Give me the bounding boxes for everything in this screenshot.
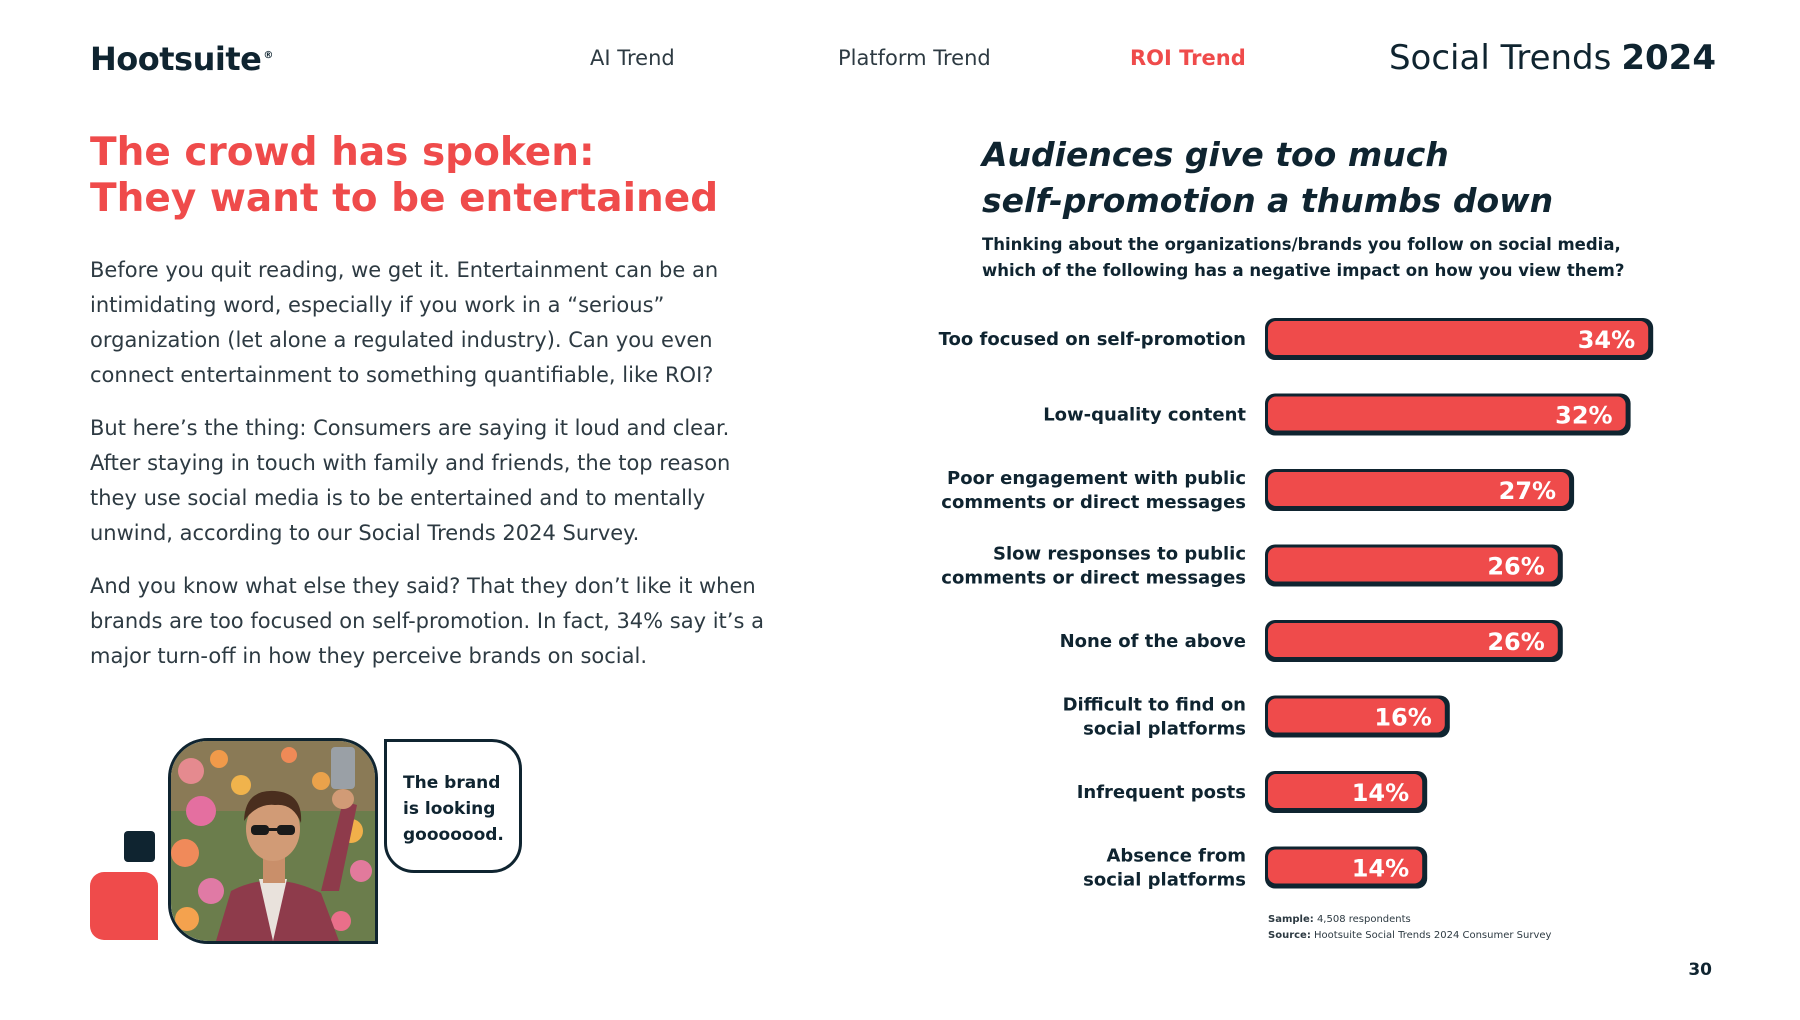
registered-mark: ® [263, 50, 273, 62]
body-paragraph-1: Before you quit reading, we get it. Entertainment can be an intimidating word, especially if you work in a “serious” organization (let alone a regulated industry). Can you even connect entertainment to something quantifiable, like ROI? [90, 258, 719, 387]
report-title-text: Social Trends [1388, 38, 1612, 78]
body-paragraph-2: But here’s the thing: Consumers are saying it loud and clear. After staying in touch with family and friends, the top reason they use social media is to be entertained and to mentally unwind, according to our Social Trends 2024 Survey. [90, 416, 731, 545]
bar-value-label-3: 26% [1487, 552, 1545, 581]
category-label-5-1: social platforms [1083, 718, 1246, 740]
bar-value-label-1: 32% [1555, 401, 1613, 430]
hootsuite-logo[interactable]: Hootsuite ® [90, 40, 273, 78]
quote-line-3: gooooood. [403, 825, 504, 845]
body-paragraph-3: And you know what else they said? That they don’t like it when brands are too focused on self-promotion. In fact, 34% say it’s a major turn-off in how they perceive brands on social. [90, 574, 764, 668]
category-label-7-0: Absence from [1106, 845, 1246, 867]
page-number: 30 [1688, 960, 1712, 980]
chart-subtitle-line-1: Thinking about the organizations/brands you follow on social media, [982, 235, 1621, 254]
chart-title-line-2: self-promotion a thumbs down [982, 181, 1554, 220]
headline-line-1: The crowd has spoken: [90, 130, 595, 175]
bar-value-label-0: 34% [1577, 326, 1636, 354]
bar-value-label-5: 16% [1374, 703, 1432, 732]
category-label-3-0: Slow responses to public [993, 543, 1246, 565]
source-label: Source: [1268, 930, 1311, 941]
category-label-6-0: Infrequent posts [1076, 782, 1246, 803]
category-label-1-0: Low-quality content [1043, 404, 1246, 426]
sample-text: 4,508 respondents [1316, 914, 1411, 925]
nav-ai-trend[interactable]: AI Trend [590, 46, 675, 70]
category-label-0-0: Too focused on self-promotion [938, 329, 1246, 350]
chart-title-line-1: Audiences give too much [982, 135, 1449, 174]
bar-value-label-6: 14% [1351, 779, 1410, 807]
category-label-2-1: comments or direct messages [941, 492, 1246, 513]
nav-platform-trend[interactable]: Platform Trend [838, 46, 991, 70]
category-label-4-0: None of the above [1059, 631, 1246, 652]
sample-label: Sample: [1268, 914, 1314, 925]
bar-value-label-4: 26% [1487, 628, 1545, 656]
report-year: 2024 [1621, 38, 1716, 78]
sample-note [1268, 914, 1411, 925]
category-label-5-0: Difficult to find on [1062, 694, 1246, 716]
category-label-2-0: Poor engagement with public [947, 468, 1246, 489]
bar-value-label-7: 14% [1351, 854, 1410, 883]
category-label-3-1: comments or direct messages [941, 567, 1246, 589]
chart-subtitle-line-2: which of the following has a negative impact on how you view them? [982, 261, 1625, 280]
bar-value-label-2: 27% [1498, 477, 1557, 505]
category-label-7-1: social platforms [1083, 869, 1246, 891]
quote-line-1: The brand [403, 773, 501, 793]
quote-line-2: is looking [403, 799, 496, 819]
nav-roi-trend[interactable]: ROI Trend [1130, 46, 1246, 70]
source-text: Hootsuite Social Trends 2024 Consumer Survey [1314, 930, 1552, 941]
headline-line-2: They want to be entertained [90, 176, 719, 221]
source-note [1268, 930, 1551, 941]
